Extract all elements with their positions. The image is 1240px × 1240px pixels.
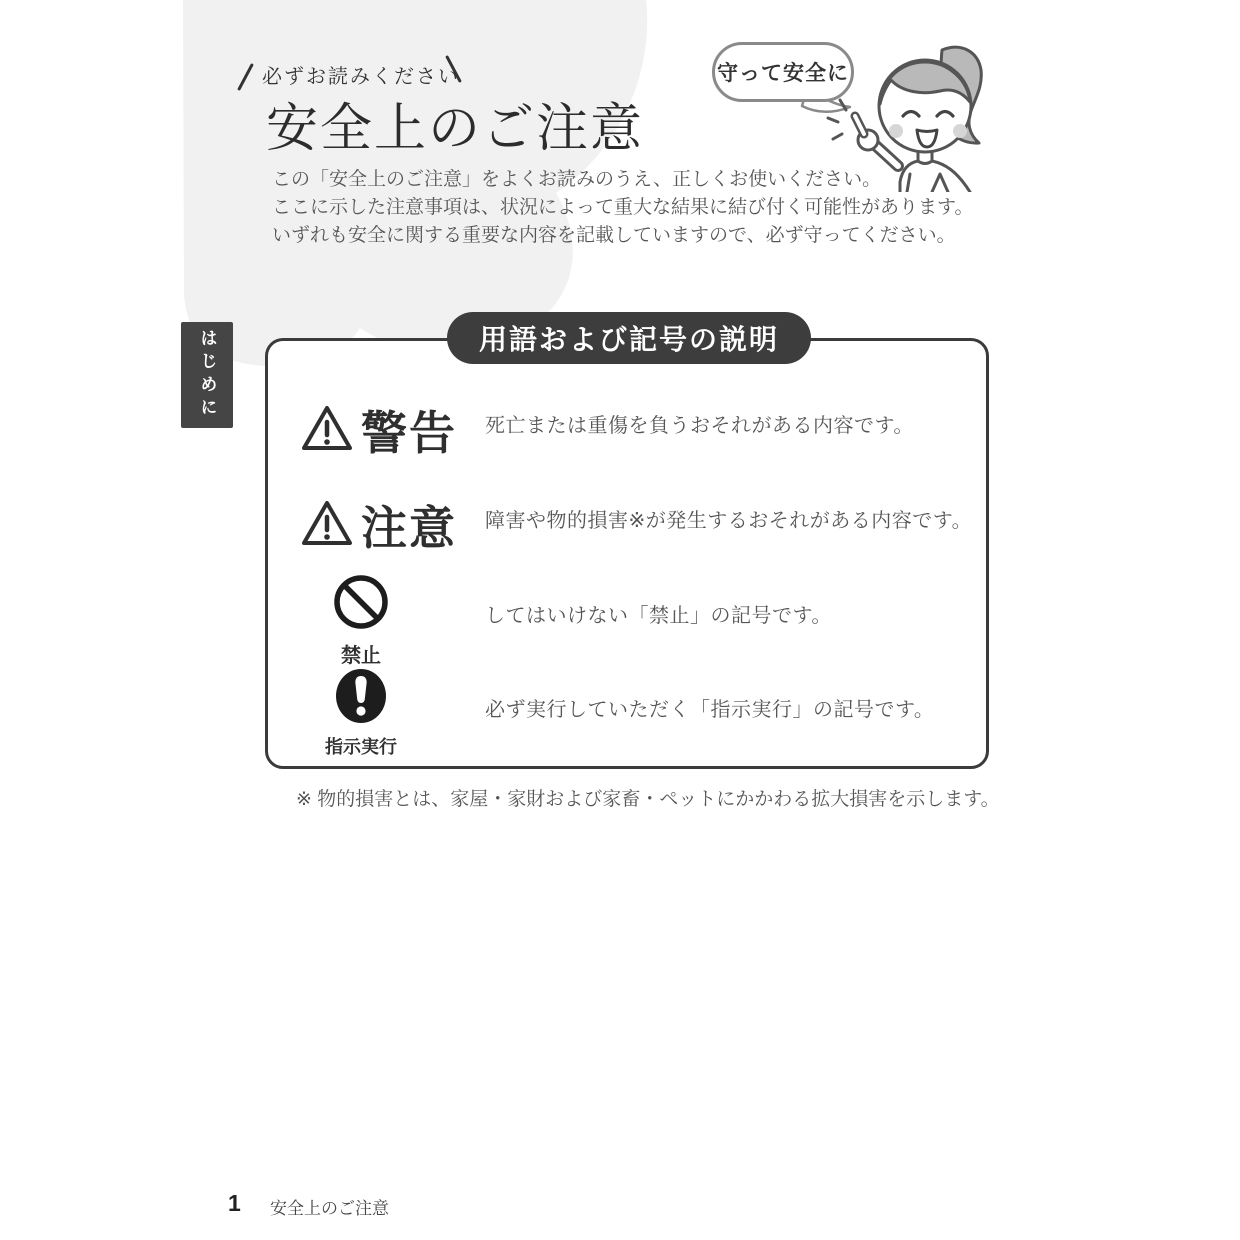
terms-row-warning [301, 397, 457, 463]
terms-box-header-label: 用語および記号の説明 [478, 324, 779, 355]
terms-row-label: 指示実行 [325, 737, 397, 757]
intro-line: いずれも安全に関する重要な内容を記載していますので、必ず守ってください。 [272, 225, 956, 246]
terms-row-desc: 必ず実行していただく「指示実行」の記号です。 [485, 699, 935, 721]
terms-box-header [447, 312, 811, 364]
warning-triangle-icon [301, 404, 353, 457]
terms-row-label: 注意 [361, 502, 457, 554]
speech-bubble-text: 守って安全に [717, 62, 849, 85]
terms-row-label: 禁止 [341, 645, 381, 667]
instruction-icon [334, 668, 388, 729]
intro-line: この「安全上のご注意」をよくお読みのうえ、正しくお使いください。 [272, 169, 882, 190]
terms-row-desc: してはいけない「禁止」の記号です。 [485, 605, 832, 627]
terms-row-instruction [301, 668, 421, 759]
terms-row-prohibition [301, 574, 421, 668]
page-title: 安全上のご注意 [266, 100, 645, 158]
footnote: ※ 物的損害とは、家屋・家財および家畜・ペットにかかわる拡大損害を示します。 [296, 789, 1000, 810]
sidebar-tab-hajimeni [181, 322, 233, 428]
footer-section-title: 安全上のご注意 [270, 1199, 389, 1218]
speech-bubble [712, 42, 854, 102]
terms-row-caution [301, 492, 457, 558]
read-note: 必ずお読みください [262, 66, 460, 88]
terms-row-desc: 死亡または重傷を負うおそれがある内容です。 [485, 415, 914, 437]
terms-row-label: 警告 [361, 407, 457, 459]
intro-line: ここに示した注意事項は、状況によって重大な結果に結び付く可能性があります。 [272, 197, 974, 218]
caution-triangle-icon [301, 499, 353, 552]
prohibition-icon [333, 574, 389, 635]
slash-left-icon [237, 63, 254, 91]
sidebar-tab-label: はじめに [197, 329, 217, 421]
terms-row-desc: 障害や物的損害※が発生するおそれがある内容です。 [485, 510, 973, 532]
terms-box [265, 338, 989, 769]
page-number: 1 [228, 1190, 241, 1216]
